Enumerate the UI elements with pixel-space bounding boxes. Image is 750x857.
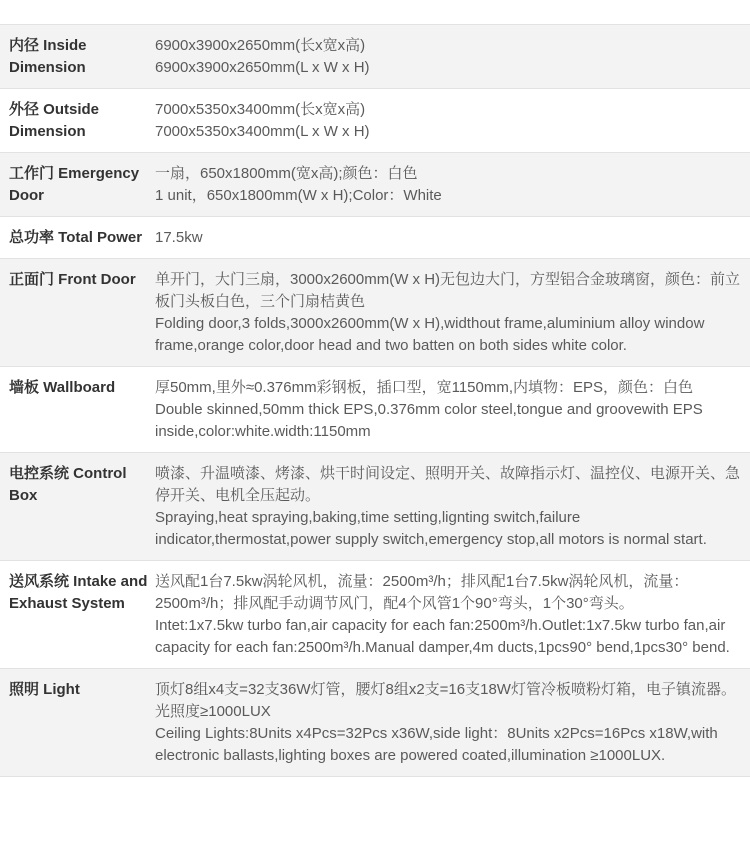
spec-value-line: Ceiling Lights:8Units x4Pcs=32Pcs x36W,side light：8Units x2Pcs=16Pcs x18W,with electronic ballasts,lighting boxes are powered coated,illumination ≥1000LUX. (155, 725, 722, 764)
spec-label: 外径 Outside Dimension (9, 101, 100, 140)
spec-value-line: 厚50mm,里外≈0.376mm彩钢板，插口型，宽1150mm,内填物：EPS，颜色：白色 (155, 379, 694, 396)
spec-value-line: 7000x5350x3400mm(长x宽x高) (155, 101, 366, 118)
spec-row-total-power (0, 217, 750, 259)
spec-value (154, 217, 750, 259)
spec-value (154, 89, 750, 153)
spec-value-line: Folding door,3 folds,3000x2600mm(W x H),widthout frame,aluminium alloy window frame,orange color,door head and two batten on both sides white color. (155, 315, 709, 354)
spec-value-line: Intet:1x7.5kw turbo fan,air capacity for each fan:2500m³/h.Outlet:1x7.5kw turbo fan,air capacity for each fan:2500m³/h.Manual damper,4m ducts,1pcs90° bend,1pcs30° bend. (155, 617, 730, 656)
spec-value (154, 153, 750, 217)
spec-row-intake-exhaust (0, 561, 750, 669)
spec-value (154, 669, 750, 777)
spec-row-front-door (0, 259, 750, 367)
spec-value-line: 6900x3900x2650mm(长x宽x高) (155, 37, 366, 54)
spec-value-line: 送风配1台7.5kw涡轮风机，流量：2500m³/h；排风配1台7.5kw涡轮风机，流量：2500m³/h；排风配手动调节风门，配4个风管1个90°弯头，1个30°弯头。 (155, 573, 689, 612)
spec-label: 照明 Light (9, 681, 80, 698)
spec-row-outside-dimension (0, 89, 750, 153)
spec-value-line: 1 unit，650x1800mm(W x H);Color：White (155, 187, 442, 204)
spec-table (0, 24, 750, 777)
spec-label: 电控系统 Control Box (9, 465, 127, 504)
spec-value (154, 561, 750, 669)
spec-value (154, 25, 750, 89)
spec-value-line: 一扇，650x1800mm(宽x高);颜色：白色 (155, 165, 418, 182)
spec-row-light (0, 669, 750, 777)
spec-row-inside-dimension (0, 25, 750, 89)
spec-value-line: Double skinned,50mm thick EPS,0.376mm color steel,tongue and groovewith EPS inside,color:white.width:1150mm (155, 401, 707, 440)
spec-value (154, 367, 750, 453)
spec-value-line: 17.5kw (155, 229, 203, 246)
spec-label: 墙板 Wallboard (9, 379, 116, 396)
spec-table-body (0, 25, 750, 777)
spec-value (154, 453, 750, 561)
spec-value-line: 喷漆、升温喷漆、烤漆、烘干时间设定、照明开关、故障指示灯、温控仪、电源开关、急停开关、电机全压起动。 (155, 465, 741, 504)
spec-value (154, 259, 750, 367)
spec-value-line: 7000x5350x3400mm(L x W x H) (155, 123, 370, 140)
spec-value-line: Spraying,heat spraying,baking,time setting,lignting switch,failure indicator,thermostat,power supply switch,emergency stop,all motors is normal start. (155, 509, 707, 548)
spec-row-wallboard (0, 367, 750, 453)
spec-row-emergency-door (0, 153, 750, 217)
spec-label: 工作门 Emergency Door (9, 165, 140, 204)
spec-label: 送风系统 Intake and Exhaust System (9, 573, 148, 612)
spec-value-line: 6900x3900x2650mm(L x W x H) (155, 59, 370, 76)
spec-label: 总功率 Total Power (9, 229, 143, 246)
spec-label: 内径 Inside Dimension (9, 37, 87, 76)
spec-label: 正面门 Front Door (9, 271, 136, 288)
spec-row-control-box (0, 453, 750, 561)
spec-value-line: 单开门，大门三扇，3000x2600mm(W x H)无包边大门，方型铝合金玻璃窗，颜色：前立板门头板白色，三个门扇桔黄色 (155, 271, 741, 310)
spec-value-line: 顶灯8组x4支=32支36W灯管，腰灯8组x2支=16支18W灯管冷板喷粉灯箱，电子镇流器。光照度≥1000LUX (155, 681, 736, 720)
